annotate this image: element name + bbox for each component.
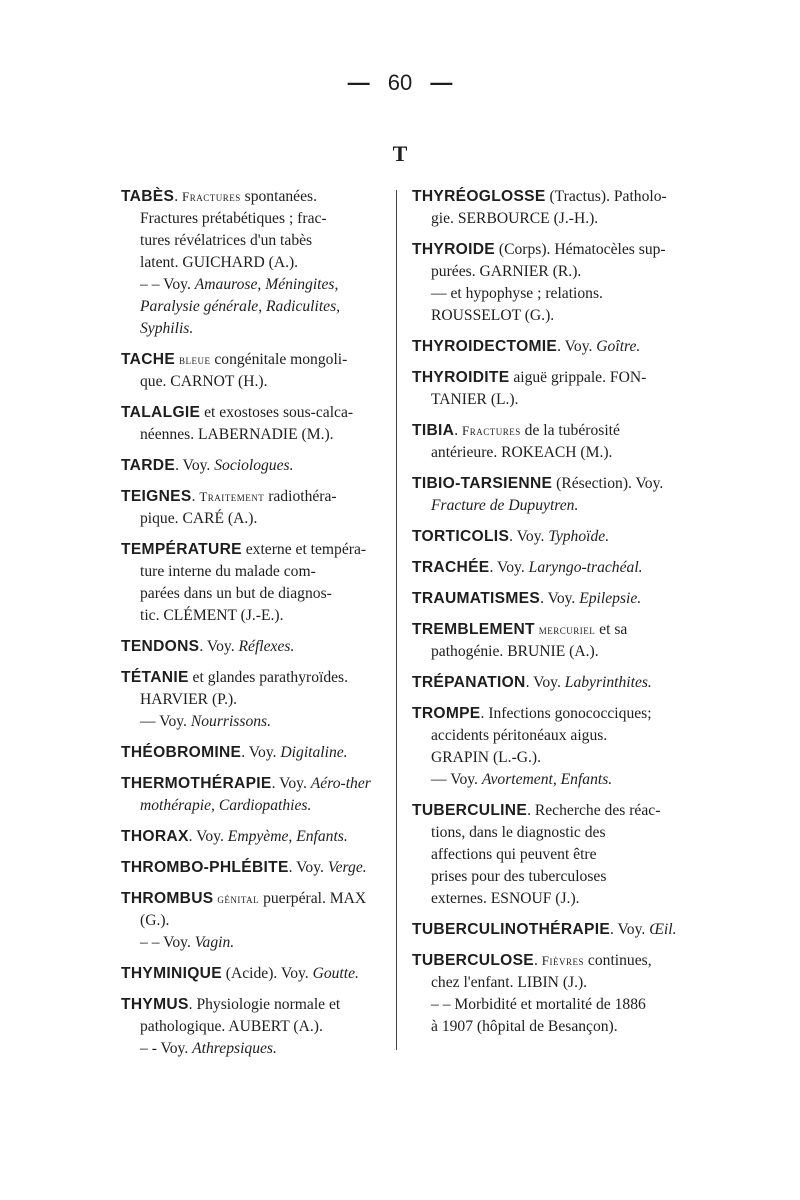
index-entry [412,239,684,327]
cross-reference-text: Verge. [327,859,367,876]
entry-text: – – Voy. [140,276,195,293]
cross-reference-text: Vagin. [194,934,235,951]
entry-text: HARVIER (P.). [140,691,238,708]
entry-text: – – Morbidité et mortalité de 1886 [431,996,646,1013]
entry-continuation-line [121,910,393,932]
entry-first-line [412,557,684,579]
small-caps-text: mercuriel [538,622,596,637]
entry-first-line [121,994,393,1016]
cross-reference-text: Réflexes. [238,638,295,655]
section-letter: T [392,141,408,166]
entry-first-line [121,186,393,208]
index-entry [121,994,393,1060]
entry-continuation-line [412,208,684,230]
page-number-dash-right: — [430,70,453,95]
index-entry [121,888,393,954]
index-entry [412,950,684,1038]
cross-reference-text: Paralysie générale, Radiculites, [140,298,341,315]
entry-text: . Voy. [199,638,239,655]
entry-text: (Corps). Hématocèles sup- [494,241,666,258]
cross-reference-text: Fracture de Dupuytren. [431,497,579,514]
entry-text: continues, [584,952,652,969]
cross-reference-text: Laryngo-trachéal. [528,559,643,576]
headword: THORAX [121,828,189,845]
left-column [121,186,393,1069]
entry-continuation-line [121,508,393,530]
entry-text: que. CARNOT (H.). [140,373,268,390]
headword: THYRÉOGLOSSE [412,188,546,205]
small-caps-text: Fractures [462,423,521,438]
entry-text: tures révélatrices d'un tabès [140,232,313,249]
entry-continuation-line [412,822,684,844]
entry-first-line [412,950,684,972]
headword: TUBERCULINOTHÉRAPIE [412,921,611,938]
entry-text: gie. SERBOURCE (J.-H.). [431,210,599,227]
cross-reference-text: Empyème, Enfants. [227,828,348,845]
entry-text: –– Voy. [140,713,191,730]
entry-text: – – Voy. [140,934,195,951]
index-entry [121,402,393,446]
entry-text: pathologique. AUBERT (A.). [140,1018,323,1035]
entry-first-line [412,703,684,725]
entry-text: congénitale mongoli- [210,351,348,368]
index-entry [121,455,393,477]
entry-continuation-line [121,605,393,627]
cross-reference-text: Digitaline. [280,744,348,761]
entry-first-line [412,186,684,208]
cross-reference-text: Œil. [649,921,677,938]
entry-first-line [121,667,393,689]
entry-text: . Recherche des réac- [527,802,661,819]
headword: TROMPE [412,705,481,722]
entry-text: puerpéral. MAX [259,890,367,907]
entry-text: externes. ESNOUF (J.). [431,890,580,907]
entry-text: (G.). [140,912,170,929]
entry-continuation-line [121,318,393,340]
entry-first-line [121,963,393,985]
entry-continuation-line [121,561,393,583]
right-column [412,186,684,1047]
headword: THYROIDITE [412,369,510,386]
index-entry [412,800,684,910]
entry-continuation-line [121,274,393,296]
cross-reference-text: Sociologues. [214,457,294,474]
entry-continuation-line [121,371,393,393]
entry-continuation-line [121,296,393,318]
entry-first-line [412,526,684,548]
headword: TUBERCULINE [412,802,528,819]
headword: TREMBLEMENT [412,621,535,638]
index-entry [412,557,684,579]
entry-text: . Voy. [175,457,215,474]
entry-continuation-line [412,495,684,517]
index-entry [121,857,393,879]
entry-first-line [121,455,393,477]
headword: THERMOTHÉRAPIE [121,775,272,792]
entry-text: affections qui peuvent être [431,846,597,863]
entry-continuation-line [121,424,393,446]
headword: TRAUMATISMES [412,590,541,607]
cross-reference-text: Labyrinthites. [564,674,652,691]
entry-text: spontanées. [240,188,317,205]
entry-text: et glandes parathyroïdes. [188,669,349,686]
entry-continuation-line [121,1038,393,1060]
entry-first-line [412,239,684,261]
entry-continuation-line [121,208,393,230]
index-entry [412,703,684,791]
entry-continuation-line [412,283,684,305]
cross-reference-text: Athrepsiques. [192,1040,277,1057]
entry-continuation-line [121,230,393,252]
entry-continuation-line [121,932,393,954]
entry-continuation-line [412,305,684,327]
headword: TIBIA [412,422,455,439]
entry-text: . Voy. [288,859,328,876]
entry-text: TANIER (L.). [431,391,519,408]
entry-text: purées. GARNIER (R.). [431,263,582,280]
index-entry [121,486,393,530]
entry-continuation-line [121,1016,393,1038]
cross-reference-text: Amaurose, Méningites, [194,276,339,293]
entry-text: GRAPIN (L.-G.). [431,749,542,766]
cross-reference-text: mothérapie, Cardiopathies. [140,797,312,814]
index-entry [121,742,393,764]
entry-continuation-line [412,844,684,866]
cross-reference-text: Nourrissons. [190,713,272,730]
entry-text: . Voy. [188,828,228,845]
entry-text: . [534,952,542,969]
headword: TUBERCULOSE [412,952,534,969]
entry-text: Fractures prétabétiques ; frac- [140,210,327,227]
entry-text: latent. GUICHARD (A.). [140,254,299,271]
headword: TALALGIE [121,404,201,421]
index-entry [121,773,393,817]
entry-continuation-line [121,711,393,733]
index-entry [412,336,684,358]
entry-text: néennes. LABERNADIE (M.). [140,426,334,443]
entry-continuation-line [412,725,684,747]
headword: THYMINIQUE [121,965,222,982]
page-number-dash-left: — [347,70,370,95]
headword: THROMBUS [121,890,214,907]
cross-reference-text: Typhoïde. [548,528,610,545]
headword: THÉOBROMINE [121,744,242,761]
headword: TIBIO-TARSIENNE [412,475,553,492]
cross-reference-text: Avortement, Enfants. [481,771,613,788]
small-caps-text: Traitement [199,489,265,504]
index-entry [412,420,684,464]
page-number-line [0,70,800,96]
index-entry [121,539,393,627]
entry-text: tions, dans le diagnostic des [431,824,606,841]
index-entry [412,619,684,663]
entry-first-line [412,672,684,694]
entry-text: . Infections gonococciques; [480,705,652,722]
headword: THYMUS [121,996,189,1013]
headword: TEMPÉRATURE [121,541,242,558]
entry-text: (Résection). Voy. [552,475,664,492]
entry-continuation-line [412,261,684,283]
entry-continuation-line [412,1016,684,1038]
headword: TEIGNES [121,488,192,505]
entry-text: (Tractus). Patholo- [545,188,667,205]
entry-continuation-line [121,689,393,711]
entry-text: . Voy. [509,528,549,545]
entry-text: . Voy. [610,921,650,938]
small-caps-text: génital [217,891,260,906]
index-entry [121,349,393,393]
entry-text: aiguë grippale. FON- [509,369,647,386]
headword: TABÈS [121,188,175,205]
entry-text: et exostoses sous-calca- [200,404,354,421]
entry-text: – - Voy. [140,1040,193,1057]
entry-text: ture interne du malade com- [140,563,316,580]
headword: TACHE [121,351,176,368]
index-entry [121,667,393,733]
index-entry [121,963,393,985]
entry-text: . [191,488,200,505]
cross-reference-text: Syphilis. [140,320,194,337]
cross-reference-text: Goutte. [312,965,359,982]
entry-text: . Physiologie normale et [188,996,341,1013]
headword: THROMBO-PHLÉBITE [121,859,289,876]
entry-continuation-line [412,641,684,663]
entry-first-line [412,919,684,941]
headword: TRÉPANATION [412,674,526,691]
entry-first-line [121,349,393,371]
entry-text: . Voy. [489,559,529,576]
index-entry [412,367,684,411]
entry-first-line [412,367,684,389]
index-entry [412,672,684,694]
entry-continuation-line [121,252,393,274]
entry-text: parées dans un but de diagnos- [140,585,332,602]
entry-text: de la tubérosité [520,422,620,439]
entry-first-line [412,473,684,495]
entry-text: . Voy. [540,590,580,607]
entry-text: . Voy. [241,744,281,761]
entry-text: externe et tempéra- [241,541,367,558]
index-entry [412,473,684,517]
entry-first-line [121,857,393,879]
index-entry [121,636,393,658]
entry-first-line [412,588,684,610]
headword: TARDE [121,457,176,474]
entry-text: . [174,188,182,205]
entry-text: –– Voy. [431,771,482,788]
entry-text: . Voy. [271,775,311,792]
small-caps-text: Fièvres [541,953,585,968]
entry-continuation-line [412,866,684,888]
entry-text: ROUSSELOT (G.). [431,307,555,324]
entry-text: radiothéra- [264,488,337,505]
entry-first-line [121,636,393,658]
entry-text: . [454,422,463,439]
entry-text: et sa [595,621,628,638]
index-entry [121,186,393,340]
entry-continuation-line [121,795,393,817]
entry-continuation-line [412,972,684,994]
index-entry [412,526,684,548]
entry-text: –– et hypophyse ; relations. [431,285,603,302]
entry-first-line [412,336,684,358]
entry-continuation-line [412,994,684,1016]
small-caps-text: Fractures [182,189,241,204]
entry-text: accidents péritonéaux aigus. [431,727,608,744]
small-caps-text: bleue [178,352,211,367]
page-number: 60 [387,70,413,95]
headword: TRACHÉE [412,559,490,576]
headword: THYROIDE [412,241,495,258]
entry-text: (Acide). Voy. [221,965,313,982]
index-entry [412,919,684,941]
entry-first-line [412,420,684,442]
entry-continuation-line [121,583,393,605]
entry-continuation-line [412,442,684,464]
entry-text: prises pour des tuberculoses [431,868,607,885]
entry-text: . Voy. [557,338,597,355]
column-divider [396,190,397,1050]
cross-reference-text: Aéro-ther [310,775,371,792]
entry-text: pathogénie. BRUNIE (A.). [431,643,599,660]
headword: TENDONS [121,638,200,655]
entry-first-line [121,742,393,764]
index-entry [412,588,684,610]
entry-first-line [121,888,393,910]
index-entry [412,186,684,230]
entry-first-line [121,826,393,848]
headword: TORTICOLIS [412,528,510,545]
cross-reference-text: Epilepsie. [579,590,642,607]
headword: THYROIDECTOMIE [412,338,558,355]
entry-continuation-line [412,769,684,791]
entry-first-line [121,773,393,795]
entry-continuation-line [412,747,684,769]
entry-first-line [412,619,684,641]
index-entry [121,826,393,848]
entry-first-line [412,800,684,822]
entry-continuation-line [412,888,684,910]
entry-text: à 1907 (hôpital de Besançon). [431,1018,618,1035]
entry-first-line [121,402,393,424]
entry-continuation-line [412,389,684,411]
entry-text: . Voy. [525,674,565,691]
entry-first-line [121,486,393,508]
entry-text: pique. CARÉ (A.). [140,510,258,527]
entry-text: tic. CLÉMENT (J.-E.). [140,607,284,624]
headword: TÉTANIE [121,669,189,686]
entry-text: chez l'enfant. LIBIN (J.). [431,974,588,991]
entry-first-line [121,539,393,561]
entry-text: antérieure. ROKEACH (M.). [431,444,613,461]
cross-reference-text: Goître. [596,338,641,355]
